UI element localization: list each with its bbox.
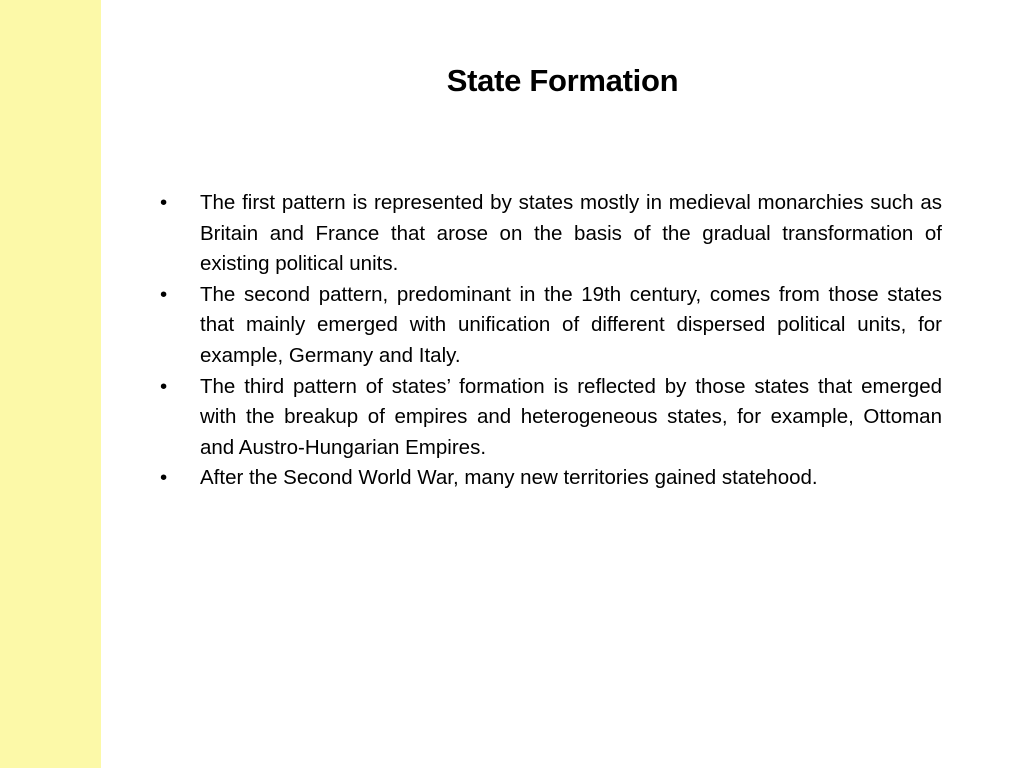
slide-title: State Formation (446, 63, 679, 98)
bullet-item (160, 372, 942, 464)
bullet-icon: • (160, 374, 168, 398)
bullet-text: The third pattern of states’ formation is reflected by those states that emerged with the breakup of empires and heterogeneous states, for example, Ottoman and Austro-Hungarian Empires. (200, 374, 942, 459)
decorative-side-bar (0, 0, 101, 768)
bullet-item (160, 280, 942, 372)
bullet-text: The first pattern is represented by states mostly in medieval monarchies such as Britain and France that arose on the basis of the gradual transformation of existing political units. (200, 191, 942, 276)
bullet-list (160, 188, 942, 494)
bullet-item (160, 188, 942, 280)
bullet-text: After the Second World War, many new territories gained statehood. (200, 466, 818, 490)
bullet-text: The second pattern, predominant in the 19th century, comes from those states that mainly emerged with unification of different dispersed political units, for example, Germany and Italy. (200, 282, 942, 367)
bullet-icon: • (160, 282, 168, 306)
bullet-icon: • (160, 466, 168, 490)
bullet-icon: • (160, 191, 168, 214)
bullet-item (160, 463, 942, 494)
